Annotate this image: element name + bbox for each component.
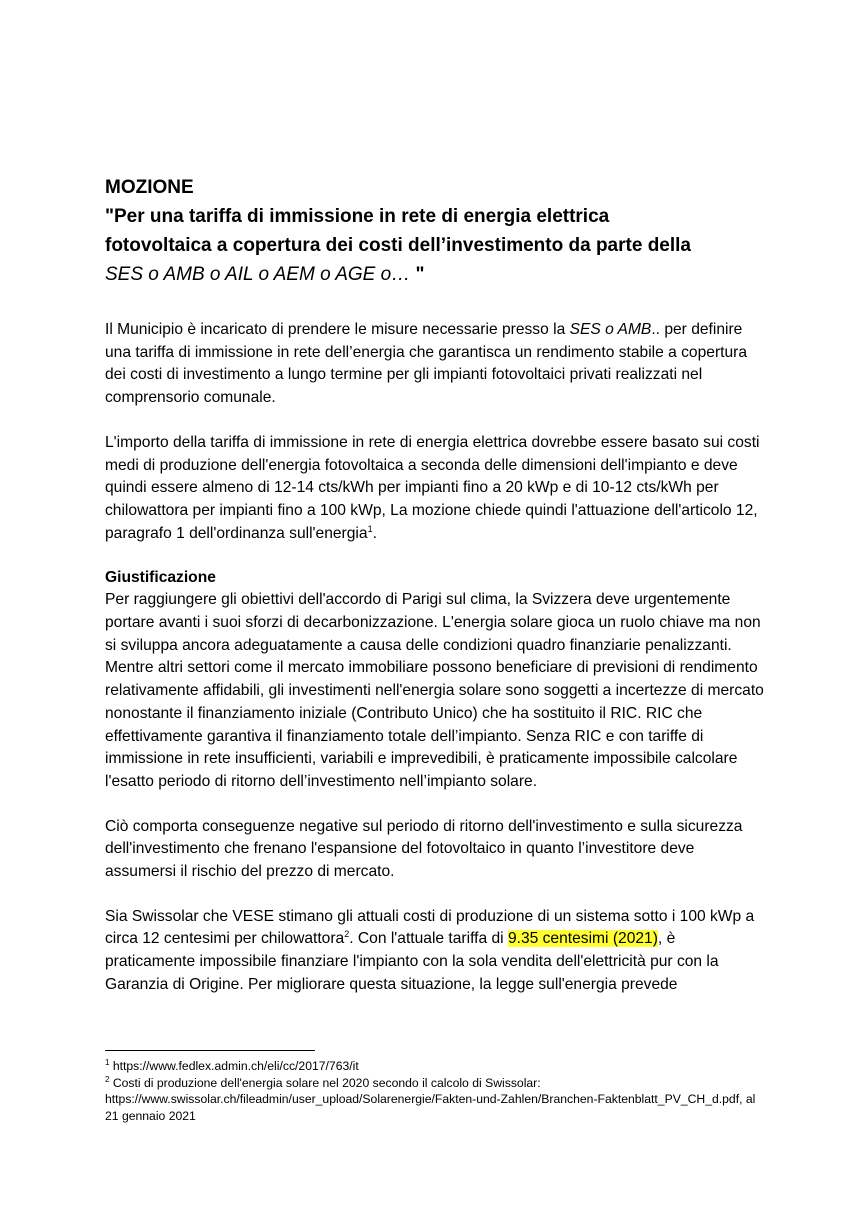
footnotes	[105, 1058, 765, 1124]
footnote-1-mark: 1	[105, 1057, 110, 1067]
para1-italic: SES o AMB	[569, 321, 652, 338]
footnote-2	[105, 1075, 765, 1125]
para2-end: .	[372, 524, 377, 542]
title-line-2: fotovoltaica a copertura dei costi dell’investimento da parte della	[105, 235, 691, 256]
justification-heading: Giustificazione	[105, 569, 216, 587]
motion-request-paragraph	[105, 319, 765, 410]
document-type: MOZIONE	[105, 177, 194, 198]
para5-text-end: , è praticamente impossibile finanziare l'impianto con la sola vendita dell'elettricità pur con la Garanzia di Origine. Per migliorare questa situazione, la legge sull'energia prevede	[105, 930, 719, 993]
footnote-ref-2[interactable]: 2	[344, 929, 350, 940]
para1-text-start: Il Municipio è incaricato di prendere le misure necessarie presso la	[105, 321, 570, 338]
footnote-2-mark: 2	[105, 1074, 110, 1084]
para2-text: L'importo della tariffa di immissione in rete di energia elettrica dovrebbe essere basato sui costi medi di produzione dell'energia fotovoltaica a seconda delle dimensioni dell'impianto e deve quindi essere almeno di 12-14 cts/kWh per impianti fino a 20 kWp e di 10-12 cts/kWh per chilowattora per impianti fino a 100 kWp, La mozione chiede quindi l'attuazione dell'articolo 12, paragrafo 1 dell'ordinanza sull'energia	[105, 433, 760, 542]
footnote-1	[105, 1058, 765, 1075]
footnote-separator	[105, 1050, 315, 1051]
document-body	[105, 174, 765, 997]
justification-paragraph: Per raggiungere gli obiettivi dell'accordo di Parigi sul clima, la Svizzera deve urgentemente portare avanti i suoi sforzi di decarbonizzazione. L'energia solare gioca un ruolo chiave ma non si sviluppa ancora adeguatamente a causa delle condizioni quadro finanziarie penalizzanti. Mentre altri settori come il mercato immobiliare possono beneficiare di previsioni di rendimento relativamente affidabili, gli investimenti nell'energia solare sono soggetti a incertezze di mercato nonostante il finanziamento iniziale (Contributo Unico) che ha sostituito il RIC. RIC che effettivamente garantiva il finanziamento totale dell’impianto. Senza RIC e con tariffe di immissione in rete insufficienti, variabili e imprevedibili, è praticamente impossibile calcolare l'esatto periodo di ritorno dell’investimento nell’impianto solare.	[105, 591, 764, 790]
highlighted-tariff: 9.35 centesimi (2021)	[507, 930, 658, 948]
footnote-2-text[interactable]: Costi di produzione dell'energia solare nel 2020 secondo il calcolo di Swissolar: https://www.swissolar.ch/fileadmin/user_upload/Solarenergie/Fakten-und-Zahlen/Branchen-Faktenblatt_PV_CH_d.pdf, al 21 gennaio 2021	[105, 1075, 756, 1123]
para5-text-mid: . Con l'attuale tariffa di	[349, 930, 508, 948]
title-line-3-italic: SES o AMB o AIL o AEM o AGE o…	[105, 264, 416, 285]
title-line-1: "Per una tariffa di immissione in rete di energia elettrica	[105, 206, 610, 227]
consequences-paragraph: Ciò comporta conseguenze negative sul periodo di ritorno dell'investimento e sulla sicurezza dell'investimento che frenano l'espansione del fotovoltaico in quanto l’investitore deve assumersi il rischio del prezzo di mercato.	[105, 817, 743, 881]
motion-title	[105, 202, 765, 289]
footnote-ref-1[interactable]: 1	[367, 523, 373, 534]
para1-text-end: .. per definire una tariffa di immissione in rete dell’energia che garantisca un rendimento stabile a copertura dei costi di investimento a lungo termine per gli impianti fotovoltaici privati realizzati nel comprensorio comunale.	[105, 321, 748, 407]
costs-paragraph	[105, 906, 765, 997]
footnote-1-link[interactable]: https://www.fedlex.admin.ch/eli/cc/2017/763/it	[109, 1059, 359, 1073]
title-line-3-end: "	[415, 264, 425, 285]
para5-text-start: Sia Swissolar che VESE stimano gli attuali costi di produzione di un sistema sotto i 100 kWp a circa 12 centesimi per chilowattora	[105, 907, 755, 948]
tariff-paragraph	[105, 432, 765, 546]
